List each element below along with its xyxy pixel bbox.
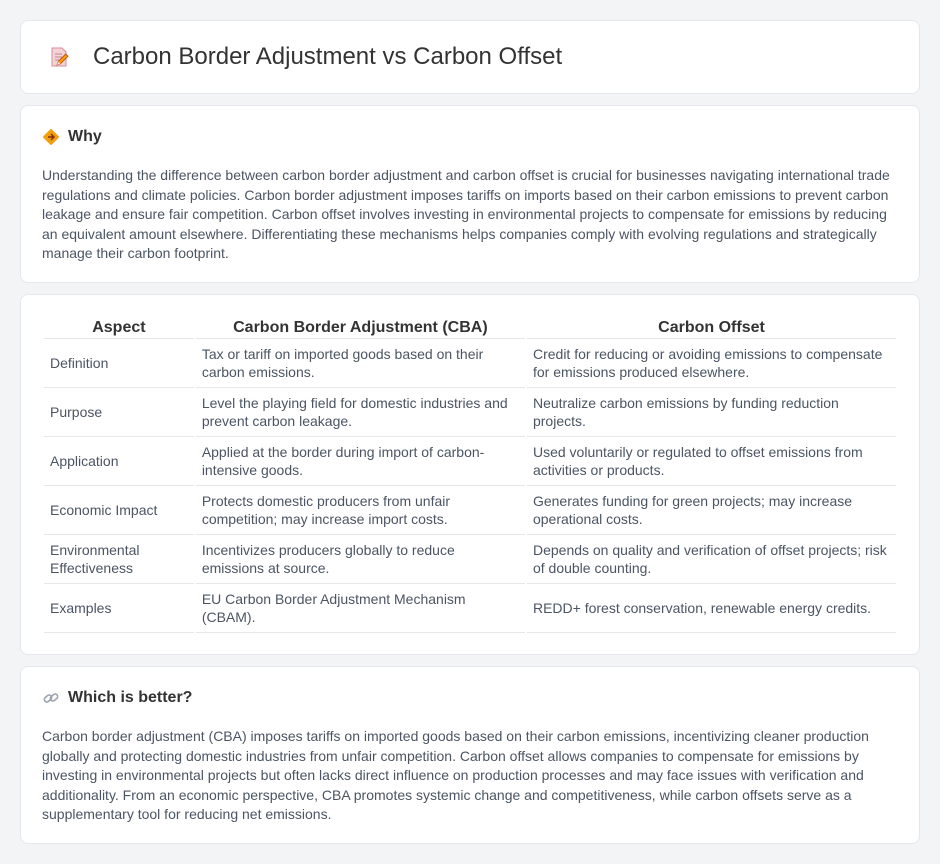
offset-cell: Depends on quality and verification of offset projects; risk of double counting. bbox=[527, 535, 896, 584]
which-is-better-section bbox=[20, 666, 920, 844]
why-heading: Why bbox=[68, 128, 102, 145]
title-card bbox=[20, 20, 920, 94]
page-title: Carbon Border Adjustment vs Carbon Offset bbox=[93, 43, 563, 70]
offset-cell: Neutralize carbon emissions by funding reduction projects. bbox=[527, 388, 896, 437]
aspect-cell: Purpose bbox=[44, 388, 194, 437]
table-row bbox=[44, 388, 896, 437]
aspect-cell: Environmental Effectiveness bbox=[44, 535, 194, 584]
offset-cell: Used voluntarily or regulated to offset emissions from activities or products. bbox=[527, 437, 896, 486]
document-pencil-icon bbox=[47, 45, 71, 69]
column-header: Aspect bbox=[44, 315, 194, 339]
offset-cell: Generates funding for green projects; may increase operational costs. bbox=[527, 486, 896, 535]
aspect-cell: Economic Impact bbox=[44, 486, 194, 535]
table-row bbox=[44, 437, 896, 486]
cba-cell: Applied at the border during import of carbon-intensive goods. bbox=[196, 437, 525, 486]
comparison-section bbox=[20, 294, 920, 655]
cba-cell: Protects domestic producers from unfair competition; may increase import costs. bbox=[196, 486, 525, 535]
cba-cell: Incentivizes producers globally to reduce emissions at source. bbox=[196, 535, 525, 584]
comparison-table bbox=[42, 315, 898, 633]
table-header-row bbox=[44, 315, 896, 339]
cba-cell: Tax or tariff on imported goods based on their carbon emissions. bbox=[196, 339, 525, 388]
better-text: Carbon border adjustment (CBA) imposes tariffs on imported goods based on their carbon emissions, incentivizing cleaner production globally and protecting domestic industries from unfair competition. Carbon offset allows companies to compensate for emissions by investing in environmental projects but often lacks direct influence on production processes and may face issues with verification and additionality. From an economic perspective, CBA promotes systemic change and competitiveness, while carbon offsets serve as a supplementary tool for reducing net emissions. bbox=[42, 728, 869, 822]
offset-cell: Credit for reducing or avoiding emissions to compensate for emissions produced elsewhere. bbox=[527, 339, 896, 388]
better-heading: Which is better? bbox=[68, 689, 193, 706]
diamond-arrows-icon bbox=[42, 128, 60, 146]
table-row bbox=[44, 584, 896, 633]
aspect-cell: Examples bbox=[44, 584, 194, 633]
why-section bbox=[20, 105, 920, 283]
aspect-cell: Definition bbox=[44, 339, 194, 388]
table-row bbox=[44, 486, 896, 535]
table-row bbox=[44, 535, 896, 584]
table-row bbox=[44, 339, 896, 388]
cba-cell: Level the playing field for domestic industries and prevent carbon leakage. bbox=[196, 388, 525, 437]
cba-cell: EU Carbon Border Adjustment Mechanism (CBAM). bbox=[196, 584, 525, 633]
aspect-cell: Application bbox=[44, 437, 194, 486]
column-header: Carbon Offset bbox=[527, 315, 896, 339]
column-header: Carbon Border Adjustment (CBA) bbox=[196, 315, 525, 339]
link-icon bbox=[42, 689, 60, 707]
why-text: Understanding the difference between carbon border adjustment and carbon offset is crucial for businesses navigating international trade regulations and climate policies. Carbon border adjustment imposes tariffs on imports based on their carbon emissions to prevent carbon leakage and ensure fair competition. Carbon offset involves investing in environmental projects to compensate for emissions by reducing an equivalent amount elsewhere. Differentiating these mechanisms helps companies comply with evolving regulations and strategically manage their carbon footprint. bbox=[42, 167, 890, 261]
offset-cell: REDD+ forest conservation, renewable energy credits. bbox=[527, 584, 896, 633]
